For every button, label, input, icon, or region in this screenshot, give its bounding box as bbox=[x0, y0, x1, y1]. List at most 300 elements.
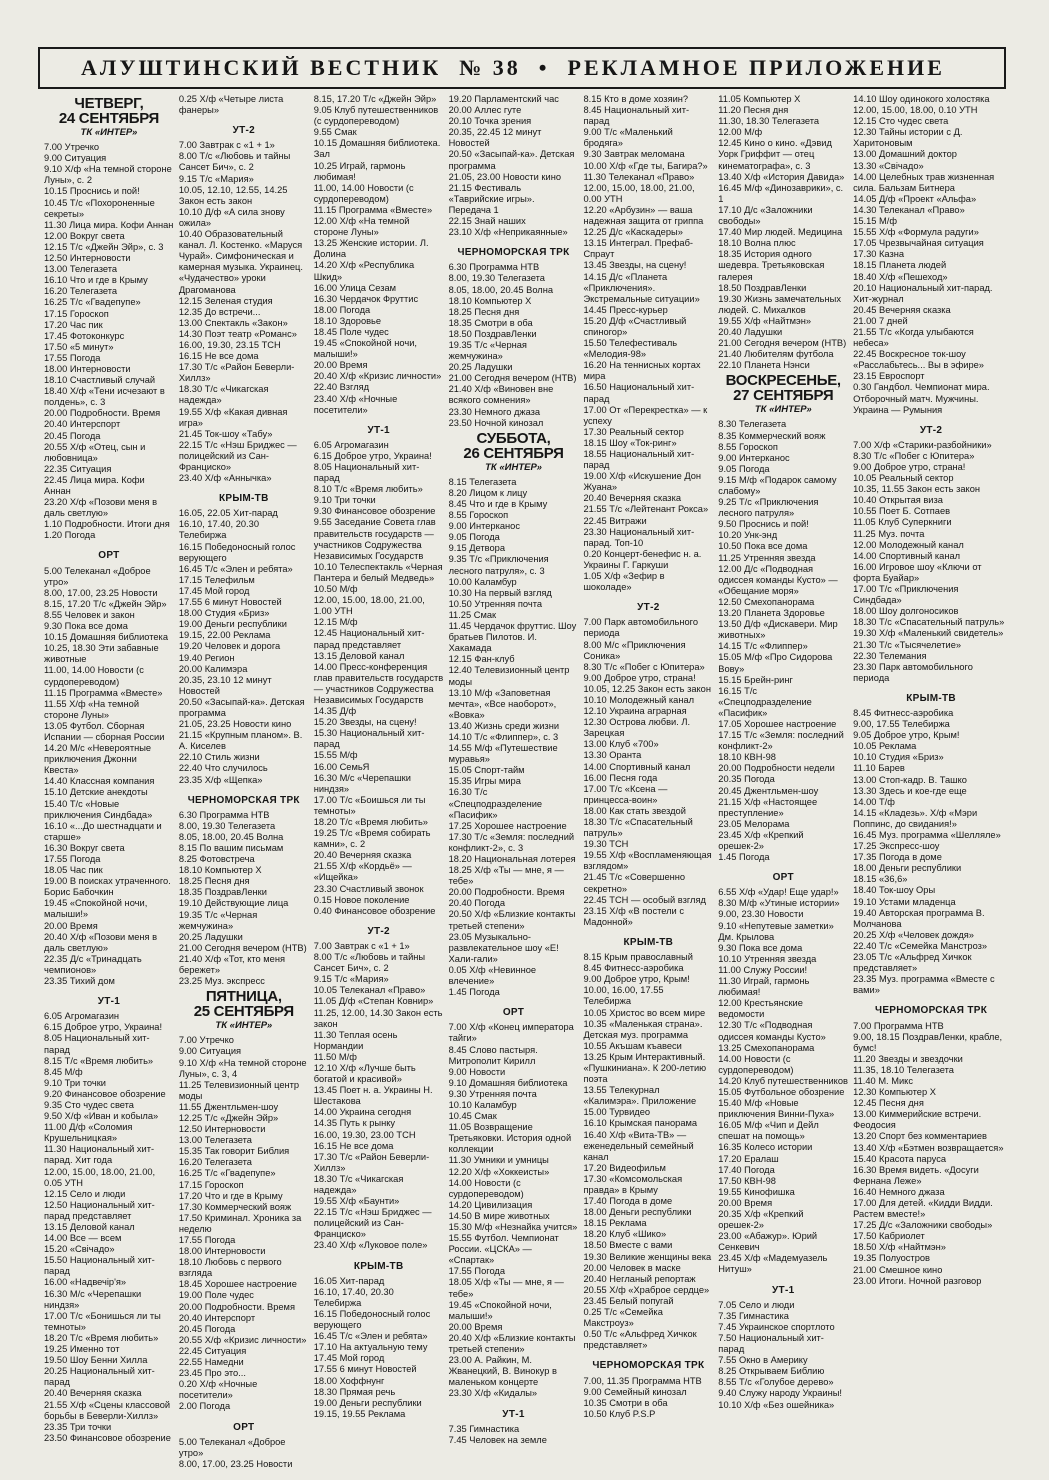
program-listing: 18.45 Поле чудес bbox=[313, 326, 389, 337]
program-listing: 14.10 Шоу одинокого холостяка bbox=[853, 94, 990, 104]
program-listing: 13.00 Стоп-кадр. В. Ташко bbox=[853, 774, 967, 785]
channel-heading: УТ-2 bbox=[232, 125, 255, 137]
program-listing: 23.30 Национальный хит-парад. Топ-10 bbox=[583, 526, 695, 548]
program-listing: 8.00, 19.30 Телегазета bbox=[178, 820, 276, 831]
program-listing: 11.25 Смак bbox=[448, 609, 497, 620]
program-listing: 23.25 Муз. экспресс bbox=[178, 976, 265, 987]
program-listing: 22.45 ТСН — особый взгляд bbox=[583, 894, 706, 905]
program-listing: 10.35 «Маленькая страна». Детская муз. программа bbox=[583, 1018, 703, 1040]
program-listing: 16.05 М/ф «Чип и Дейл спешат на помощь» bbox=[718, 1120, 819, 1142]
program-listing: 12.30 Компьютер Х bbox=[853, 1087, 936, 1098]
program-listing: 7.00 Утречко bbox=[178, 1035, 234, 1046]
channel-heading: ОРТ bbox=[233, 1421, 255, 1433]
program-listing: 17.35 Погода в доме bbox=[853, 852, 942, 863]
program-listing: 13.00 Телегазета bbox=[44, 264, 118, 275]
program-listing: 17.55 Погода bbox=[44, 854, 101, 864]
tv-schedule-columns bbox=[44, 94, 1009, 1469]
program-listing: 18.10 Компьютер Х bbox=[178, 865, 262, 876]
program-listing: 16.05, 22.05 Хит-парад bbox=[178, 508, 278, 519]
program-listing: 21.45 Ток-шоу «Табу» bbox=[178, 428, 273, 439]
program-listing: 17.25 Экспресс-шоу bbox=[853, 841, 940, 852]
day-name: ПЯТНИЦА, bbox=[205, 988, 282, 1006]
program-listing: 13.25 Крым Интерактивный. «Пушкиниана». К 200-летию поэта bbox=[583, 1051, 707, 1085]
program-listing: 20.50 «Засыпай-ка». Детская программа bbox=[448, 149, 575, 171]
program-listing: 8.30 Т/с «Побег с Юпитера» bbox=[583, 661, 705, 672]
program-listing: 14.35 Путь к рынку bbox=[313, 1118, 396, 1129]
program-listing: 18.20 Национальная лотерея bbox=[448, 854, 576, 864]
program-listing: 13.30 Здесь и кое-где еще bbox=[853, 785, 967, 796]
program-listing: 7.00 Программа НТВ bbox=[853, 1020, 944, 1031]
program-listing: 12.00, 15.00, 18.00, 21.00, 1.00 УТН bbox=[313, 595, 425, 617]
program-listing: 8.30 Телегазета bbox=[718, 419, 787, 430]
program-listing: 8.45 Фитнесс-аэробика bbox=[583, 963, 684, 974]
program-listing: 15.10 Детские анекдоты bbox=[44, 787, 148, 798]
program-listing: 17.40 Мир людей. Медицина bbox=[718, 227, 843, 238]
program-listing: 6.05 Агромагазин bbox=[44, 1011, 120, 1022]
program-listing: 8.45 Слово пастыря. Митрополит Кирилл bbox=[448, 1044, 538, 1066]
program-listing: 14.00 Все — всем bbox=[44, 1233, 122, 1244]
program-listing: 17.50 КВН-98 bbox=[718, 1175, 776, 1186]
program-listing: 17.55 6 минут Новостей bbox=[178, 597, 282, 608]
program-listing: 7.00 Завтрак с «1 + 1» bbox=[313, 940, 410, 951]
program-listing: 9.40 Служу народу Украины! bbox=[718, 1388, 843, 1399]
program-listing: 19.45 «Спокойной ночи, малыши!» bbox=[448, 1299, 552, 1321]
program-listing: 9.30 Пока все дома bbox=[718, 942, 803, 953]
program-listing: 6.55 Х/ф «Удар! Еще удар!» bbox=[718, 887, 839, 898]
program-listing: 22.15 Знай наших bbox=[448, 216, 526, 227]
program-listing: 21.00 7 дней bbox=[853, 315, 908, 326]
program-listing: 9.00 Семейный кинозал bbox=[583, 1386, 687, 1397]
program-listing: 8.00, 19.30 Телегазета bbox=[448, 273, 545, 284]
issue-number: № 38 bbox=[459, 55, 521, 80]
channel-heading: ЧЕРНОМОРСКАЯ ТРК bbox=[187, 794, 300, 806]
program-listing: 8.45 Национальный хит-парад bbox=[583, 105, 690, 127]
program-listing: 12.10 Украина аграрная bbox=[583, 706, 687, 717]
program-listing: 20.25 Ладушки bbox=[178, 931, 243, 942]
program-listing: 20.00 Аллес гуте bbox=[448, 105, 522, 116]
program-listing: 10.05 Телеканал «Право» bbox=[313, 985, 426, 996]
program-listing: 20.50 Х/ф «Близкие контакты третьей степени» bbox=[448, 909, 576, 931]
program-listing: 17.00 Для детей. «Кидди Видди. Растем вместе!» bbox=[853, 1198, 993, 1220]
program-listing: 19.45 «Спокойной ночи, малыши!» bbox=[44, 898, 148, 920]
program-listing: 9.00, 17.55 Телебиржа bbox=[853, 719, 950, 730]
program-listing: 17.55 Погода bbox=[178, 1235, 236, 1245]
program-listing: 10.10 Д/ф «А сила знову ожила» bbox=[178, 206, 285, 228]
program-listing: 12.45 Кино о кино. «Дэвид Уорк Гриффит — отец кинематографа», с. 3 bbox=[718, 138, 832, 171]
day-heading bbox=[179, 989, 309, 1019]
program-listing: 19.55 Х/ф «Баунти» bbox=[313, 1196, 400, 1207]
program-listing: 12.45 Песня дня bbox=[853, 1098, 924, 1109]
program-listing: 21.55 Х/ф «Кордьё» — «Ищейка» bbox=[313, 861, 412, 883]
program-listing: 14.05 Д/ф «Проект «Альфа» bbox=[853, 193, 977, 204]
channel-subheading: ТК «ИНТЕР» bbox=[80, 127, 138, 138]
program-listing: 6.15 Доброе утро, Украина! bbox=[44, 1022, 163, 1033]
program-listing: 14.00 Пресс-конференция глав правительств государств — участников Содружества Независимых Государств bbox=[313, 661, 444, 705]
program-listing: 20.45 Погода bbox=[44, 430, 101, 441]
program-listing: 22.55 Намедни bbox=[178, 1357, 244, 1368]
program-listing: 8.45 Фитнесс-аэробика bbox=[853, 707, 954, 718]
program-listing: 16.50 Национальный хит-парад bbox=[583, 382, 695, 404]
program-listing: 23.45 Х/ф «Крепкий орешек-2» bbox=[718, 829, 804, 851]
program-listing: 0.05 Х/ф «Невинное влечение» bbox=[448, 964, 537, 987]
program-listing: 7.45 Человек на земле bbox=[448, 1434, 547, 1445]
program-listing: 18.00 Деньги республики bbox=[583, 1207, 692, 1218]
program-listing: 16.00 Песня года bbox=[583, 772, 658, 783]
channel-heading: ОРТ bbox=[502, 1007, 525, 1019]
program-listing: 20.55 Х/ф «Отец, сын и любовница» bbox=[44, 441, 146, 463]
program-listing: 20.25 Х/ф «Человек дождя» bbox=[853, 929, 974, 940]
program-listing: 12.15 Сто чудес света bbox=[853, 116, 949, 127]
program-listing: 12.40 Телевизионный центр моды bbox=[448, 665, 570, 687]
program-listing: 19.00 В поисках утраченного. Борис Бабочкин bbox=[44, 876, 171, 898]
program-listing: 12.20 Х/ф «Хоккеисты» bbox=[448, 1166, 550, 1177]
program-listing: 13.45 Звезды, на сцену! bbox=[583, 260, 687, 271]
program-listing: 12.30 Острова любви. Л. Зарецкая bbox=[583, 717, 691, 739]
program-listing: 21.05, 23.00 Новости кино bbox=[448, 171, 561, 182]
program-listing: 18.30 Т/с «Спасательный патруль» bbox=[853, 617, 1005, 628]
day-heading bbox=[718, 373, 848, 403]
program-listing: 22.40 Т/с «Семейка Манстроз» bbox=[853, 940, 988, 951]
program-listing: 18.10 Любовь с первого взгляда bbox=[178, 1257, 282, 1279]
program-listing: 18.10 Волна плюс bbox=[718, 238, 796, 249]
program-listing: 10.10 Телеспектакль «Черная Пантера и белый Медведь» bbox=[313, 561, 443, 583]
program-listing: 13.15 Интеграл. Префаб-Спраут bbox=[583, 238, 694, 260]
program-listing: 20.00 Подробности. Время bbox=[448, 887, 565, 898]
program-listing: 11.55 Х/ф «На темной стороне Луны» bbox=[44, 698, 140, 720]
program-listing: 18.00 Погода bbox=[313, 304, 371, 315]
program-listing: 14.30 Поэт театр «Романс» bbox=[178, 328, 297, 339]
program-listing: 17.05 Чрезвычайная ситуация bbox=[853, 238, 984, 249]
program-listing: 18.50 Вместе с вами bbox=[583, 1240, 673, 1251]
program-listing: 12.00 Вокруг света bbox=[44, 230, 125, 241]
channel-heading: УТ-1 bbox=[97, 996, 121, 1008]
program-listing: 18.50 ПоздравЛенки bbox=[448, 328, 537, 339]
program-listing: 13.45 Поет н. а. Украины Н. Шестакова bbox=[313, 1085, 433, 1107]
program-listing: 16.10 Что и где в Крыму bbox=[44, 275, 148, 286]
program-listing: 11.25 Утренняя звезда bbox=[718, 552, 816, 563]
program-listing: 8.05 Национальный хит-парад bbox=[44, 1033, 150, 1055]
program-listing: 17.20 Ералаш bbox=[718, 1153, 779, 1164]
program-listing: 7.05 Село и люди bbox=[718, 1299, 795, 1310]
program-listing: 8.15 Т/с «Время любить» bbox=[44, 1055, 154, 1066]
program-listing: 14.15 Т/с «Флиппер» bbox=[718, 641, 808, 652]
program-listing: 12.30 Тайны истории с Д. Харитоновым bbox=[853, 127, 963, 149]
channel-heading: ЧЕРНОМОРСКАЯ ТРК bbox=[875, 1005, 988, 1017]
program-listing: 13.20 Спорт без комментариев bbox=[853, 1131, 987, 1142]
program-listing: 17.30 Казна bbox=[853, 249, 905, 260]
program-listing: 16.35 Колесо истории bbox=[718, 1142, 813, 1153]
program-listing: 16.15 Победоносный голос верующего bbox=[178, 541, 296, 563]
program-listing: 9.00 Интерканос bbox=[448, 521, 520, 532]
program-listing: 13.20 Планета Здоровье bbox=[718, 608, 825, 619]
channel-heading: ОРТ bbox=[772, 872, 794, 884]
program-listing: 16.15 Не все дома bbox=[313, 1140, 394, 1151]
program-listing: 20.40 Негланый репортаж bbox=[583, 1273, 696, 1284]
program-listing: 19.50 Шоу Бенни Хилла bbox=[44, 1355, 148, 1366]
program-listing: 21.00 Сегодня вечером (НТВ) bbox=[718, 338, 847, 349]
program-listing: 23.30 Счастливый звонок bbox=[313, 883, 424, 894]
program-listing: 18.35 История одного шедевра. Третьяковская галерея bbox=[718, 249, 825, 282]
program-listing: 12.10 Х/ф «Лучше быть богатой и красивой» bbox=[313, 1062, 416, 1085]
program-listing: 21.55 Х/ф «Сцены классовой борьбы в Беверли-Хиллз» bbox=[44, 1399, 171, 1421]
program-listing: 8.35 Коммерческий вояж bbox=[718, 430, 826, 441]
program-listing: 8.00 Т/с «Любовь и тайны Сансет Бич», с. 2 bbox=[178, 151, 291, 173]
program-listing: 12.00, 15.00, 18.00, 21.00, 0.05 УТН bbox=[44, 1166, 156, 1188]
program-listing: 15.35 Игры мира bbox=[448, 776, 521, 787]
program-listing: 23.45 Х/ф «Мадемуазель Нитуш» bbox=[718, 1253, 828, 1275]
program-listing: 11.30 Телеканал «Право» bbox=[583, 171, 695, 182]
program-listing: 23.00 «Абажур». Юрий Сенкевич bbox=[718, 1231, 818, 1253]
program-listing: 12.50 Интерновости bbox=[178, 1124, 266, 1135]
program-listing: 10.40 Открытая виза bbox=[853, 495, 943, 506]
program-listing: 22.10 Планета Нэнси bbox=[718, 360, 810, 371]
program-listing: 9.20 Финансовое обозрение bbox=[44, 1088, 166, 1099]
program-listing: 9.00 Доброе утро, страна! bbox=[853, 462, 966, 472]
program-listing: 10.50 М/ф bbox=[313, 584, 358, 595]
program-listing: 21.15 Х/ф «Настоящее преступление» bbox=[718, 796, 818, 818]
program-listing: 13.00 Клуб «700» bbox=[583, 739, 659, 750]
program-listing: 20.00 Подробности. Время bbox=[178, 1301, 295, 1312]
program-listing: 9.10 Три точки bbox=[44, 1077, 107, 1088]
program-listing: 21.40 Любителям футбола bbox=[718, 349, 834, 360]
program-listing: 16.15 Т/с «Спецподразделение «Пасифик» bbox=[718, 685, 812, 718]
program-listing: 9.15 Детвора bbox=[448, 543, 506, 554]
program-listing: 22.10 Стиль жизни bbox=[178, 752, 260, 763]
program-listing: 13.00 Киммерийские встречи. Феодосия bbox=[853, 1109, 982, 1131]
program-listing: 23.45 Белый попугай bbox=[583, 1295, 674, 1306]
program-listing: 8.55 Человек и закон bbox=[44, 609, 135, 620]
program-listing: 18.15 Планета людей bbox=[853, 260, 947, 271]
program-listing: 8.15, 17.20 Т/с «Джейн Эйр» bbox=[44, 598, 167, 609]
program-listing: 15.55 М/ф bbox=[313, 750, 358, 761]
program-listing: 19.00 Поле чудес bbox=[178, 1290, 254, 1301]
program-listing: 19.10 Устами младенца bbox=[853, 896, 956, 907]
program-listing: 14.20 Клуб путешественников bbox=[718, 1075, 848, 1086]
program-listing: 22.35 Д/с «Тринадцать чемпионов» bbox=[44, 953, 142, 975]
schedule-column bbox=[718, 94, 848, 1446]
program-listing: 14.40 Классная компания bbox=[44, 776, 155, 787]
program-listing: 9.00 Ситуация bbox=[44, 153, 107, 164]
program-listing: 11.55 Джентльмен-шоу bbox=[178, 1101, 279, 1112]
program-listing: 17.40 Погода bbox=[718, 1164, 775, 1175]
program-listing: 19.25 Т/с «Время собирать камни», с. 2 bbox=[313, 828, 431, 850]
program-listing: 23.00 Итоги. Ночной разговор bbox=[853, 1275, 982, 1286]
program-listing: 20.00 Подробности недели bbox=[718, 763, 835, 774]
program-listing: 20.00 Время bbox=[313, 360, 368, 371]
program-listing: 18.15 Реклама bbox=[583, 1218, 647, 1229]
program-listing: 8.15 По вашим письмам bbox=[178, 843, 284, 853]
program-listing: 23.35 Муз. программа «Вместе с вами» bbox=[853, 974, 995, 996]
program-listing: 17.20 Час пик bbox=[44, 319, 103, 330]
day-date: 25 СЕНТЯБРЯ bbox=[193, 1003, 294, 1021]
program-listing: 16.25 Т/с «Гвадепупе» bbox=[44, 297, 141, 308]
program-listing: 10.35, 11.55 Закон есть закон bbox=[853, 484, 981, 495]
program-listing: 21.15 «Крупным планом». В. А. Киселев bbox=[178, 730, 303, 752]
program-listing: 23.15 Евроспорт bbox=[853, 371, 925, 382]
program-listing: 16.20 Телегазета bbox=[178, 1157, 252, 1168]
program-listing: 9.10 Х/ф «На темной стороне Луны», с. 3, 4 bbox=[178, 1057, 307, 1079]
program-listing: 11.50 М/ф bbox=[313, 1051, 357, 1062]
channel-heading: ЧЕРНОМОРСКАЯ ТРК bbox=[457, 247, 570, 259]
program-listing: 9.30 Завтрак меломана bbox=[583, 149, 685, 160]
program-listing: 18.15 Шоу «Ток-ринг» bbox=[583, 437, 677, 448]
program-listing: 23.30 Немного джаза bbox=[448, 406, 541, 417]
program-listing: 21.15 Фестиваль «Таврийские игры». Передача 1 bbox=[448, 182, 535, 215]
program-listing: 19.30 Великие женщины века bbox=[583, 1251, 712, 1262]
program-listing: 17.50 Кабриолет bbox=[853, 1231, 925, 1242]
program-listing: 10.05, 12.10, 12.55, 14.25 Закон есть закон bbox=[178, 184, 288, 206]
program-listing: 9.00 Доброе утро, Крым! bbox=[583, 974, 690, 985]
program-listing: 18.20 Т/с «Время любить» bbox=[44, 1332, 159, 1343]
program-listing: 19.35 Полуостров bbox=[853, 1253, 930, 1264]
program-listing: 10.55 Поет Б. Сотпаев bbox=[853, 506, 951, 517]
day-heading bbox=[449, 431, 579, 461]
program-listing: 16.45 М/ф «Динозаврики», с. 1 bbox=[718, 182, 844, 204]
program-listing: 18.05 Час пик bbox=[44, 865, 103, 876]
program-listing: 12.45 Национальный хит-парад представляет bbox=[313, 628, 425, 650]
program-listing: 12.15 Фан-клуб bbox=[448, 654, 515, 665]
program-listing: 18.30 Т/с «Чикагская надежда» bbox=[178, 384, 269, 406]
program-listing: 14.00 Украина сегодня bbox=[313, 1107, 412, 1118]
program-listing: 21.30 Т/с «Тысячелетие» bbox=[853, 639, 962, 650]
program-listing: 15.30 М/ф «Незнайка учится» bbox=[448, 1222, 578, 1232]
program-listing: 12.00 М/ф bbox=[718, 127, 763, 138]
program-listing: 9.55 Смак bbox=[313, 127, 357, 138]
program-listing: 23.40 Х/ф «Аннычка» bbox=[178, 473, 272, 484]
program-listing: 8.30 М/ф «Утиные истории» bbox=[718, 898, 840, 909]
program-listing: 10.15 Домашняя библиотека bbox=[44, 632, 169, 643]
program-listing: 20.40 Х/ф «Близкие контакты третьей степени» bbox=[448, 1332, 576, 1355]
program-listing: 14.20 Цивилизация bbox=[448, 1199, 533, 1210]
program-listing: 20.00 Время bbox=[448, 1321, 503, 1332]
program-listing: 0.40 Финансовое обозрение bbox=[313, 905, 436, 916]
program-listing: 12.00 Молодежный канал bbox=[853, 539, 964, 550]
program-listing: 9.00, 23.30 Новости bbox=[718, 909, 804, 920]
program-listing: 11.30 Играй, гармонь любимая! bbox=[718, 976, 810, 998]
program-listing: 15.30 Национальный хит-парад bbox=[313, 728, 425, 750]
program-listing: 8.25 Открываем Библию bbox=[718, 1366, 825, 1377]
program-listing: 21.45 Т/с «Совершенно секретно» bbox=[583, 872, 686, 894]
program-listing: 16.15 Не все дома bbox=[178, 351, 259, 362]
program-listing: 15.20 Д/ф «Счастливый спиногор» bbox=[583, 315, 687, 337]
program-listing: 11.00, 14.00 Новости (с сурдопереводом) bbox=[313, 182, 414, 204]
program-listing: 8.15 Кто в доме хозяин? bbox=[583, 94, 689, 104]
program-listing: 7.35 Гимнастика bbox=[448, 1423, 520, 1434]
program-listing: 17.30 Т/с «Район Беверли-Хиллз» bbox=[313, 1151, 430, 1173]
program-listing: 16.30 Вокруг света bbox=[44, 842, 125, 853]
program-listing: 14.00 Спортивный канал bbox=[853, 550, 961, 561]
program-listing: 10.15 Проснись и пой! bbox=[44, 186, 140, 197]
program-listing: 13.55 Телекурнал «Калимэра». Приложение bbox=[583, 1085, 697, 1107]
program-listing: 21.00 Смешное кино bbox=[853, 1264, 943, 1275]
program-listing: 12.50 Смехопанорама bbox=[718, 596, 815, 607]
day-name: СУББОТА, bbox=[476, 429, 551, 447]
program-listing: 18.55 Национальный хит-парад bbox=[583, 449, 695, 471]
program-listing: 16.00 СемьЯ bbox=[313, 761, 370, 772]
program-listing: 19.15, 22.00 Реклама bbox=[178, 630, 271, 641]
program-listing: 11.20 Звезды и звездочки bbox=[853, 1053, 963, 1064]
program-listing: 18.20 Клуб «Шико» bbox=[583, 1229, 667, 1240]
program-listing: 18.35 Смотри в оба bbox=[448, 317, 533, 328]
program-listing: 20.40 Х/ф «Кризис личности» bbox=[313, 371, 442, 382]
program-listing: 16.00, 19.30, 23.15 ТСН bbox=[178, 339, 281, 350]
program-listing: 12.15 М/ф bbox=[313, 617, 358, 628]
program-listing: 10.50 Клуб P.S.P bbox=[583, 1408, 656, 1419]
program-listing: 17.25 Д/с «Заложники свободы» bbox=[853, 1220, 993, 1231]
program-listing: 7.00, 11.35 Программа НТВ bbox=[583, 1375, 702, 1386]
program-listing: 16.30 Время видеть. «Досуги Фернана Леже» bbox=[853, 1164, 979, 1186]
program-listing: 13.40 Жизнь среди жизни bbox=[448, 720, 560, 731]
program-listing: 17.55 Погода bbox=[44, 352, 101, 363]
channel-heading: ЧЕРНОМОРСКАЯ ТРК bbox=[592, 1360, 705, 1372]
program-listing: 15.40 М/ф «Новые приключения Винни-Пуха» bbox=[718, 1098, 835, 1120]
program-listing: 17.05 Хорошее настроение bbox=[718, 718, 837, 729]
program-listing: 23.40 Х/ф «Ночные посетители» bbox=[313, 393, 398, 415]
program-listing: 16.10, 17.40, 20.30 Телебиржа bbox=[313, 1286, 394, 1308]
program-listing: 14.15 «Кладезь». Х/ф «Мэри Поппинс, до свидания!» bbox=[853, 807, 978, 829]
program-listing: 9.35 Сто чудес света bbox=[44, 1099, 134, 1110]
program-listing: 11.05 Компьютер Х bbox=[718, 94, 801, 104]
day-date: 27 СЕНТЯБРЯ bbox=[733, 387, 834, 405]
program-listing: 19.55 Кинофишка bbox=[718, 1186, 795, 1197]
program-listing: 21.40 Х/ф «Виновен вне всякого сомнения» bbox=[448, 384, 554, 406]
program-listing: 16.00 Игровое шоу «Ключи от форта Буайар» bbox=[853, 561, 982, 583]
program-listing: 19.10 Действующие лица bbox=[178, 898, 289, 909]
program-listing: 13.00 Спектакль «Закон» bbox=[178, 317, 288, 328]
program-listing: 10.45 Т/с «Похороненные секреты» bbox=[44, 197, 155, 219]
program-listing: 17.50 Криминал. Хроника за неделю bbox=[178, 1212, 302, 1234]
program-listing: 13.00 Домашний доктор bbox=[853, 149, 957, 160]
channel-heading: УТ-1 bbox=[502, 1408, 525, 1420]
program-listing: 10.50 Утренняя почта bbox=[448, 598, 543, 609]
program-listing: 20.40 Вечерняя сказка bbox=[313, 850, 412, 861]
program-listing: 11.30 Умники и умницы bbox=[448, 1155, 549, 1166]
program-listing: 10.25 Играй, гармонь любимая! bbox=[313, 160, 406, 182]
program-listing: 8.05, 18.00, 20.45 Волна bbox=[448, 284, 554, 295]
program-listing: 19.00 Деньги республики bbox=[178, 619, 287, 630]
program-listing: 16.15 Победоносный голос верующего bbox=[313, 1308, 431, 1331]
program-listing: 18.35 ПоздравЛенки bbox=[178, 887, 267, 898]
program-listing: 12.00, 15.00, 18.00, 0.10 УТН bbox=[853, 105, 978, 116]
program-listing: 10.05 Реальный сектор bbox=[853, 473, 954, 484]
program-listing: 14.35 Д/ф bbox=[313, 706, 357, 717]
program-listing: 11.05 Д/ф «Степан Ковнир» bbox=[313, 996, 434, 1007]
program-listing: 1.10 Подробности. Итоги дня bbox=[44, 519, 170, 530]
program-listing: 21.55 Т/с «Лейтенант Рокса» bbox=[583, 504, 709, 515]
program-listing: 8.25 Фотовстреча bbox=[178, 854, 255, 865]
program-listing: 20.55 Х/ф «Храброе сердце» bbox=[583, 1284, 710, 1295]
program-listing: 9.15 Т/с «Мария» bbox=[313, 974, 389, 985]
program-listing: 23.35 Тихий дом bbox=[44, 976, 115, 987]
program-listing: 7.00 Завтрак с «1 + 1» bbox=[178, 140, 275, 151]
program-listing: 18.25 Песня дня bbox=[178, 876, 250, 887]
program-listing: 9.00, 18.15 ПоздравЛенки, крабле, бумс! bbox=[853, 1031, 1003, 1053]
program-listing: 19.45 «Спокойной ночи, малыши!» bbox=[313, 338, 417, 360]
program-listing: 18.00 Шоу долгоносиков bbox=[853, 606, 959, 617]
program-listing: 20.40 Интерспорт bbox=[44, 419, 121, 430]
program-listing: 18.30 Прямая речь bbox=[313, 1386, 396, 1397]
day-date: 24 СЕНТЯБРЯ bbox=[58, 110, 160, 127]
program-listing: 12.15 Село и люди bbox=[44, 1188, 126, 1199]
program-listing: 13.30 «Свічадо» bbox=[853, 160, 924, 171]
program-listing: 18.50 ПоздравЛенки bbox=[718, 282, 807, 293]
program-listing: 13.15 Деловой канал bbox=[44, 1222, 135, 1232]
program-listing: 16.30 Чердачок Фруттис bbox=[313, 293, 419, 304]
program-listing: 7.45 Украинское спортлото bbox=[718, 1321, 835, 1332]
program-listing: 9.35 Т/с «Приключения лесного патруля», с. 3 bbox=[448, 554, 549, 576]
program-listing: 19.00 Деньги республики bbox=[313, 1397, 422, 1408]
program-listing: 17.15 Телефильм bbox=[178, 574, 255, 585]
